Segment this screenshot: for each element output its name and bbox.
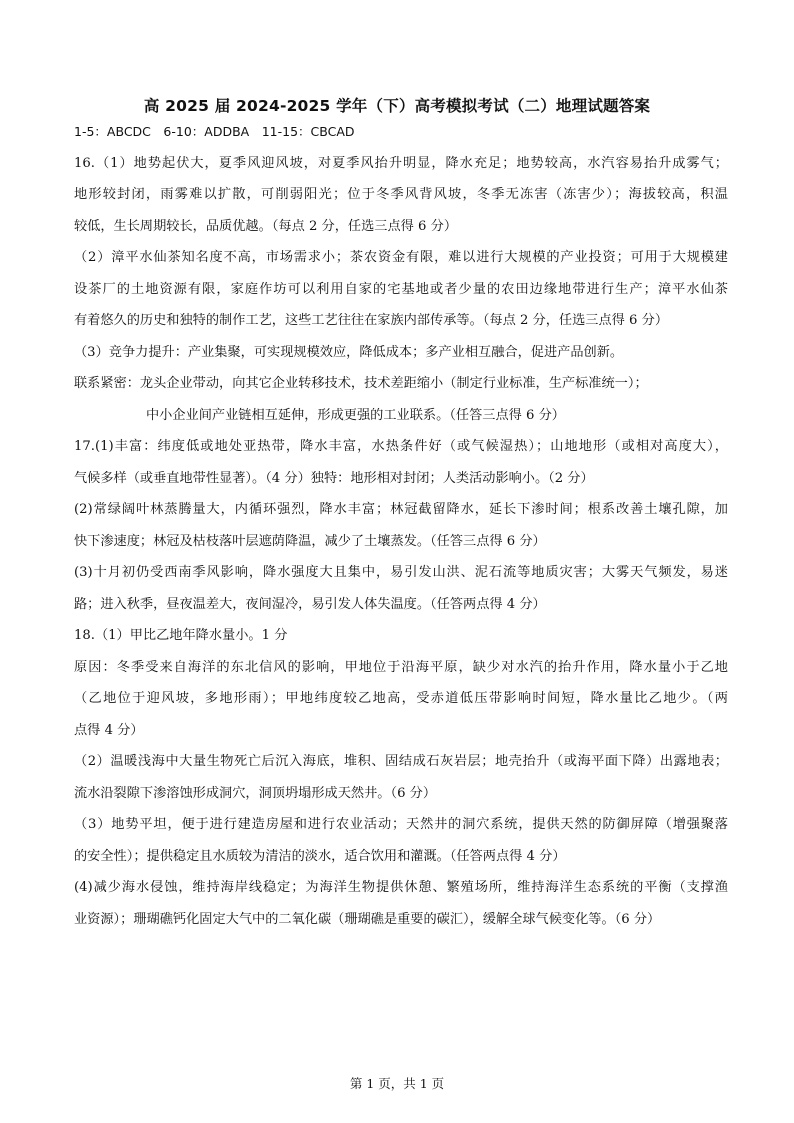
q17-part3-line: 路；进入秋季，昼夜温差大，夜间湿冷，易引发人体失温度。（任答两点得 4 分） bbox=[74, 596, 546, 612]
q18-part2-line: 流水沿裂隙下渗溶蚀形成洞穴，洞顶坍塌形成天然井。（6 分） bbox=[74, 785, 437, 801]
q18-part3-line: （3）地势平坦，便于进行建造房屋和进行农业活动；天然井的洞穴系统，提供天然的防御屏障（增强聚落 bbox=[74, 817, 728, 832]
q18-part4-line: 业资源）；珊瑚礁钙化固定大气中的二氧化碳（珊瑚礁是重要的碳汇），缓解全球气候变化等。（6 分） bbox=[74, 911, 661, 927]
q17-part1-line: 17.(1)丰富：纬度低或地处亚热带，降水丰富，水热条件好（或气候湿热）；山地地形（或相对高度大）， bbox=[74, 439, 728, 454]
mcq-answers-line: 1-5：ABCDC 6-10：ADDBA 11-15：CBCAD bbox=[74, 124, 355, 139]
q16-part3-line: 中小企业间产业链相互延伸，形成更强的工业联系。（任答三点得 6 分） bbox=[146, 407, 565, 423]
q18-part4-line: (4)减少海水侵蚀，维持海岸线稳定；为海洋生物提供休憩、繁殖场所，维持海洋生态系统的平衡（支撑渔 bbox=[74, 880, 728, 895]
q18-part1-line: （乙地位于迎风坡，多地形雨）；甲地纬度较乙地高，受赤道低压带影响时间短，降水量比乙地少。（两 bbox=[74, 691, 728, 706]
q16-part1-line: 较低，生长周期较长，品质优越。（每点 2 分，任选三点得 6 分） bbox=[74, 218, 458, 234]
q16-part1-line: 16.（1）地势起伏大，夏季风迎风坡，对夏季风抬升明显，降水充足；地势较高，水汽容易抬升成雾气； bbox=[74, 155, 728, 171]
q16-part2-line: （2）漳平水仙茶知名度不高，市场需求小；茶农资金有限，难以进行大规模的产业投资；可用于大规模建 bbox=[74, 250, 728, 265]
q16-part3-line: 联系紧密：龙头企业带动，向其它企业转移技术，技术差距缩小（制定行业标准，生产标准统一）； bbox=[74, 376, 648, 391]
q16-part2-line: 设茶厂的土地资源有限，家庭作坊可以利用自家的宅基地或者少量的农田边缘地带进行生产；漳平水仙茶 bbox=[74, 281, 728, 297]
q18-part1-line: 点得 4 分） bbox=[74, 722, 144, 738]
q18-part3-line: 的安全性）；提供稳定且水质较为清洁的淡水，适合饮用和灌溉。（任答两点得 4 分） bbox=[74, 848, 566, 864]
q17-part3-line: (3)十月初仍受西南季风影响，降水强度大且集中，易引发山洪、泥石流等地质灾害；大雾天气频发，易迷 bbox=[74, 565, 728, 580]
q18-part2-line: （2）温暖浅海中大量生物死亡后沉入海底，堆积、固结成石灰岩层；地壳抬升（或海平面下降）出露地表； bbox=[74, 754, 728, 769]
q17-part1-line: 气候多样（或垂直地带性显著）。（4 分）独特：地形相对封闭；人类活动影响小。（2 分） bbox=[74, 470, 594, 486]
page-footer: 第 1 页，共 1 页 bbox=[349, 1076, 445, 1091]
q18-part1-line: 原因：冬季受来自海洋的东北信风的影响，甲地位于沿海平原，缺少对水汽的抬升作用，降水量小于乙地 bbox=[74, 659, 728, 675]
q18-part1-line: 18.（1）甲比乙地年降水量小。1 分 bbox=[74, 628, 288, 643]
q16-part2-line: 有着悠久的历史和独特的制作工艺，这些工艺往往在家族内部传承等。（每点 2 分，任选三点得 6 分） bbox=[74, 313, 669, 328]
document-title: 高 2025 届 2024-2025 学年（下）高考模拟考试（二）地理试题答案 bbox=[143, 97, 651, 115]
answer-content bbox=[74, 116, 728, 935]
q17-part2-line: (2)常绿阔叶林蒸腾量大，内循环强烈，降水丰富；林冠截留降水，延长下渗时间；根系改善土壤孔隙，加 bbox=[74, 502, 728, 517]
q16-part3-line: （3）竞争力提升：产业集聚，可实现规模效应，降低成本；多产业相互融合，促进产品创新。 bbox=[74, 344, 624, 360]
q17-part2-line: 快下渗速度；林冠及枯枝落叶层遮荫降温，减少了土壤蒸发。（任答三点得 6 分） bbox=[74, 533, 546, 549]
q16-part1-line: 地形较封闭，雨雾难以扩散，可削弱阳光；位于冬季风背风坡，冬季无冻害（冻害少）；海拔较高，积温 bbox=[74, 187, 728, 202]
